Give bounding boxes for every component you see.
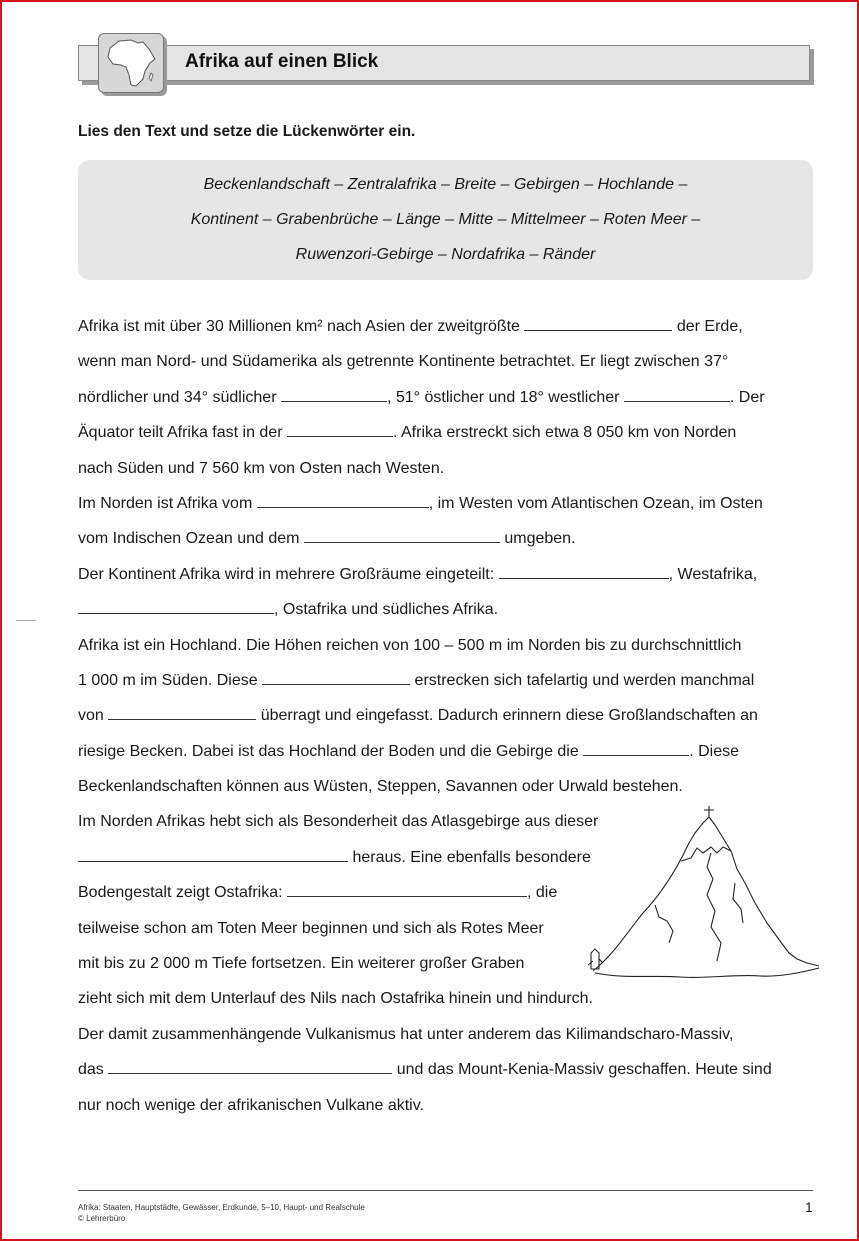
footer-line: Afrika: Staaten, Hauptstädte, Gewässer, Erdkunde, 5–10, Haupt- und Realschule [78, 1203, 365, 1212]
blank-field[interactable] [257, 493, 429, 508]
text-line [78, 734, 818, 769]
text-line: teilweise schon am Toten Meer beginnen und sich als Rotes Meer [78, 919, 544, 937]
text-line: wenn man Nord- und Südamerika als getrennte Kontinente betrachtet. Er liegt zwischen 37° [78, 353, 729, 371]
text-segment: , die [527, 884, 558, 902]
blank-field[interactable] [524, 316, 672, 331]
text-line [78, 309, 818, 344]
africa-map-icon [98, 33, 164, 93]
blank-field[interactable] [624, 387, 730, 402]
word-bank-line: Ruwenzori-Gebirge – Nordafrika – Ränder [295, 246, 596, 263]
word-bank-line: Kontinent – Grabenbrüche – Länge – Mitte – Mittelmeer – Roten Meer – [190, 211, 701, 228]
mountain-illustration [585, 803, 825, 987]
text-segment: Bodengestalt zeigt Ostafrika: [78, 884, 287, 902]
text-segment: Äquator teilt Afrika fast in der [78, 424, 287, 442]
blank-field[interactable] [281, 387, 387, 402]
text-line: Im Norden Afrikas hebt sich als Besonderheit das Atlasgebirge aus dieser [78, 813, 599, 831]
text-line: zieht sich mit dem Unterlauf des Nils nach Ostafrika hinein und hindurch. [78, 990, 593, 1008]
text-line [78, 415, 818, 450]
text-segment: , im Westen vom Atlantischen Ozean, im Osten [428, 494, 763, 512]
page-title: Afrika auf einen Blick [185, 51, 379, 72]
text-segment: , Westafrika, [668, 565, 758, 583]
text-segment: von [78, 707, 109, 725]
blank-field[interactable] [287, 882, 527, 897]
blank-field[interactable] [108, 1059, 392, 1074]
text-segment: der Erde, [672, 318, 743, 335]
text-line [78, 521, 818, 556]
cloze-text [78, 309, 818, 1123]
word-bank-line: Beckenlandschaft – Zentralafrika – Breite – Gebirgen – Hochlande – [203, 176, 688, 193]
blank-field[interactable] [287, 422, 393, 437]
text-line: mit bis zu 2 000 m Tiefe fortsetzen. Ein weiterer großer Graben [78, 955, 525, 973]
text-line: Der damit zusammenhängende Vulkanismus hat unter anderem das Kilimandscharo-Massiv, [78, 1025, 734, 1043]
text-segment: Der Kontinent Afrika wird in mehrere Großräume eingeteilt: [78, 565, 499, 583]
text-line [78, 592, 818, 627]
text-segment: 1 000 m im Süden. Diese [78, 671, 263, 689]
text-line [78, 380, 818, 415]
text-segment: , Ostafrika und südliches Afrika. [274, 601, 499, 619]
footer-source [78, 1202, 365, 1224]
text-line [78, 557, 818, 592]
text-segment: Im Norden ist Afrika vom [78, 494, 257, 512]
text-line: nach Süden und 7 560 km von Osten nach Westen. [78, 459, 445, 477]
text-segment: . Afrika erstreckt sich etwa 8 050 km von Norden [393, 424, 737, 442]
text-segment: und das Mount-Kenia-Massiv geschaffen. Heute sind [392, 1061, 772, 1079]
text-line [78, 486, 818, 521]
margin-mark [16, 620, 36, 621]
blank-field[interactable] [304, 528, 500, 543]
blank-field[interactable] [583, 741, 689, 756]
footer-divider [78, 1190, 813, 1191]
text-line [78, 1052, 818, 1087]
text-line: nur noch wenige der afrikanischen Vulkane aktiv. [78, 1096, 424, 1114]
text-segment: vom Indischen Ozean und dem [78, 530, 304, 548]
text-segment: überragt und eingefasst. Dadurch erinnern diese Großlandschaften an [256, 707, 758, 725]
text-segment: , 51° östlicher und 18° westlicher [386, 388, 624, 406]
page-number: 1 [805, 1199, 813, 1215]
text-segment: nördlicher und 34° südlicher [78, 388, 281, 406]
text-segment: das [78, 1061, 109, 1079]
text-segment: . Der [729, 388, 765, 406]
footer-line: © Lehrerbüro [78, 1214, 126, 1223]
blank-field[interactable] [262, 670, 410, 685]
text-segment: erstrecken sich tafelartig und werden manchmal [410, 671, 755, 689]
text-segment: . Diese [689, 742, 739, 760]
word-bank-box [78, 160, 813, 280]
blank-field[interactable] [108, 705, 256, 720]
text-segment: heraus. Eine ebenfalls besondere [348, 848, 591, 866]
text-line [78, 698, 818, 733]
text-segment: riesige Becken. Dabei ist das Hochland der Boden und die Gebirge die [78, 742, 584, 760]
text-line: Afrika ist ein Hochland. Die Höhen reichen von 100 – 500 m im Norden bis zu durchschnittlich [78, 636, 742, 654]
instruction-text: Lies den Text und setze die Lückenwörter ein. [78, 123, 416, 140]
blank-field[interactable] [78, 847, 348, 862]
text-line: Beckenlandschaften können aus Wüsten, Steppen, Savannen oder Urwald bestehen. [78, 778, 683, 796]
text-segment: umgeben. [499, 530, 576, 548]
text-line [78, 663, 818, 698]
blank-field[interactable] [78, 599, 274, 614]
blank-field[interactable] [499, 564, 669, 579]
text-segment: Afrika ist mit über 30 Millionen km² nach Asien der zweitgrößte [78, 318, 525, 335]
